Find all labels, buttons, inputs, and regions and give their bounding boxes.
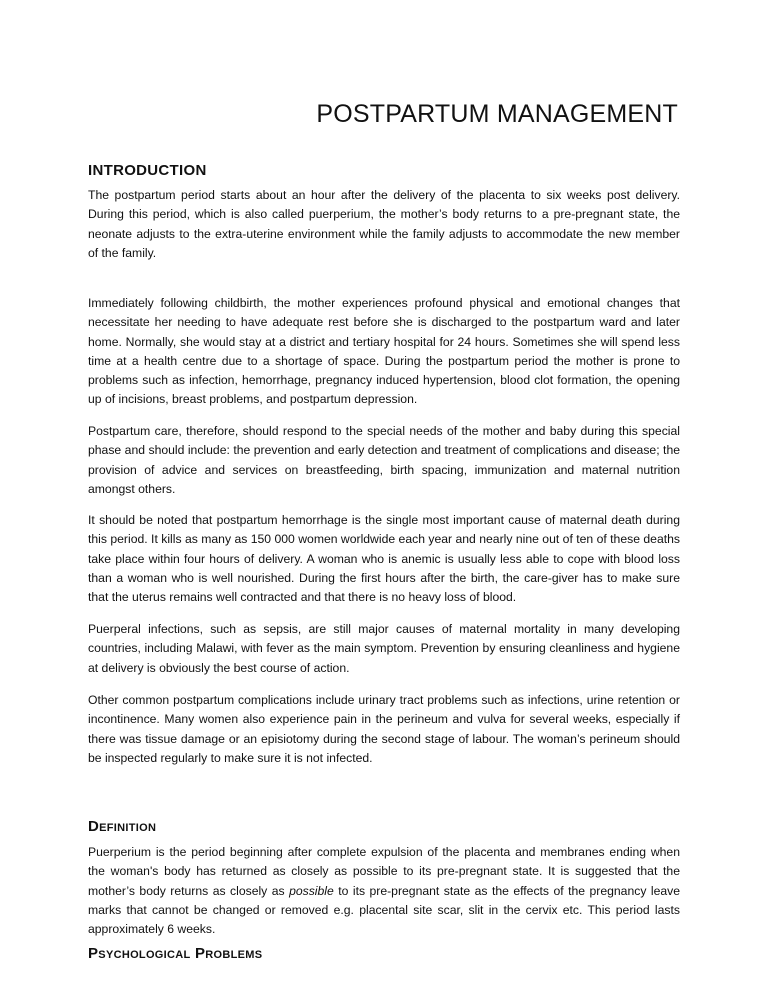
introduction-heading: INTRODUCTION	[88, 162, 207, 179]
introduction-paragraph-5: Puerperal infections, such as sepsis, are still major causes of maternal mortality in many developing countries, including Malawi, with fever as the main symptom. Prevention by ensuring cleanliness and hygiene at delivery is obviously the best course of action.	[88, 622, 680, 675]
document-title: POSTPARTUM MANAGEMENT	[316, 100, 678, 128]
introduction-paragraph-4: It should be noted that postpartum hemorrhage is the single most important cause of maternal death during this period. It kills as many as 150 000 women worldwide each year and nearly nine out of ten of these deaths take place within four hours of delivery. A woman who is anemic is usually less able to cope with blood loss than a woman who is well nourished. During the first hours after the birth, the care-giver has to make sure that the uterus remains well contracted and that there is no heavy loss of blood.	[88, 513, 680, 605]
psychological-problems-heading: Psychological Problems	[88, 945, 263, 962]
definition-text-after: to its pre-pregnant state as the effects of the pregnancy leave marks that cannot be changed or removed e.g. placental site scar, slit in the cervix etc. This period lasts approximately 6 weeks.	[88, 883, 680, 937]
definition-paragraph	[88, 843, 680, 939]
introduction-paragraph-3: Postpartum care, therefore, should respond to the special needs of the mother and baby during this special phase and should include: the prevention and early detection and treatment of complications and disease; the provision of advice and services on breastfeeding, birth spacing, immunization and maternal nutrition amongst others.	[88, 424, 680, 496]
definition-emphasis: possible	[289, 883, 334, 898]
introduction-paragraph-1: The postpartum period starts about an hour after the delivery of the placenta to six weeks post delivery. During this period, which is also called puerperium, the mother’s body returns to a pre-pregnant state, the neonate adjusts to the extra-uterine environment while the family adjusts to accommodate the new member of the family.	[88, 188, 680, 260]
definition-heading: Definition	[88, 818, 157, 835]
definition-text-before: Puerperium is the period beginning after complete expulsion of the placenta and membranes ending when the woman's body has returned as closely as possible to its pre-pregnant state. It is suggested that the mother’s body returns as closely as	[88, 845, 680, 898]
introduction-paragraph-2: Immediately following childbirth, the mother experiences profound physical and emotional changes that necessitate her needing to have adequate rest before she is discharged to the postpartum ward and later home. Normally, she would stay at a district and tertiary hospital for 24 hours. Sometimes she will spend less time at a health centre due to a shortage of space. During the postpartum period the mother is prone to problems such as infection, hemorrhage, pregnancy induced hypertension, blood clot formation, the opening up of incisions, breast problems, and postpartum depression.	[88, 296, 680, 407]
introduction-paragraph-6: Other common postpartum complications include urinary tract problems such as infections, urine retention or incontinence. Many women also experience pain in the perineum and vulva for several weeks, especially if there was tissue damage or an episiotomy during the second stage of labour. The woman’s perineum should be inspected regularly to make sure it is not infected.	[88, 693, 680, 765]
